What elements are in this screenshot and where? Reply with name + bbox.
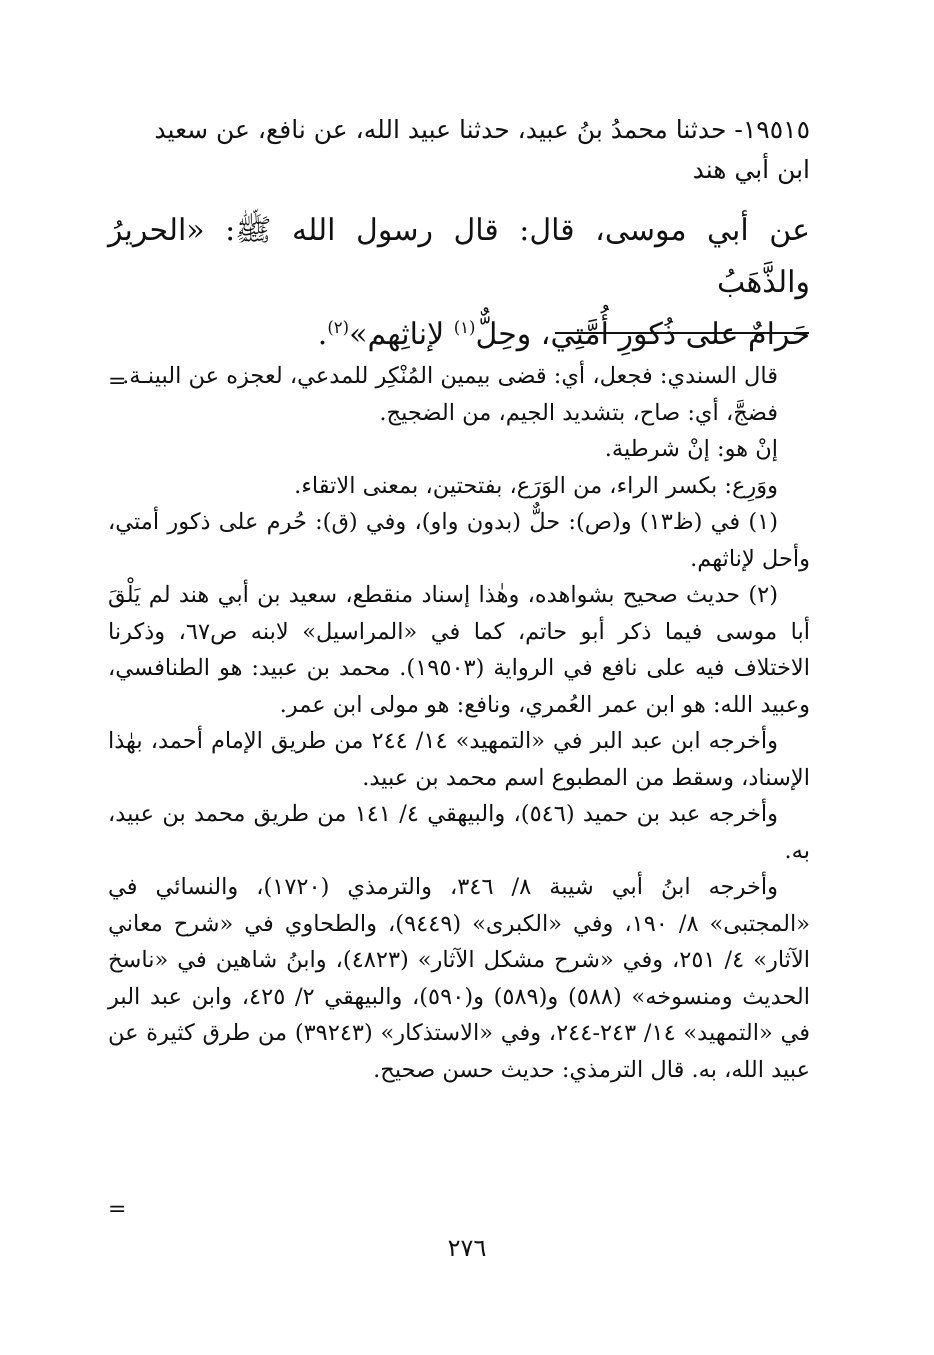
footnote-2-paragraph-1: (٢) حديث صحيح بشواهده، وهٰذا إسناد منقطع، سعيد بن أبي هند لم يَلْقَ أبا موسى فيما ذكر أبو حاتم، كما في «المراسيل» لابنه ص٦٧، وذكرنا الاختلاف فيه على نافع في الرواية (١٩٥٠٣). محمد بن عبيد: هو الطنافسي، وعبيد الله: هو ابن عمر العُمري، ونافع: هو مولى ابن عمر. [108,582,810,718]
matn-line-2 [108,309,810,361]
footnote-separator [555,332,809,334]
hadith-isnad [108,110,810,190]
isnad-line-2: ابن أبي هند [692,155,810,184]
matn-text-b: لإناثِهم» [349,317,454,352]
footnote-2-paragraph-4: وأخرجه ابنُ أبي شيبة ٨/ ٣٤٦، والترمذي (١٧٢٠)، والنسائي في «المجتبى» ٨/ ١٩٠، وفي «الكبرى» (٩٤٤٩)، والطحاوي في «شرح معاني الآثار» ٤/ ٢٥١، وفي «شرح مشكل الآثار» (٤٨٢٣)، وابنُ شاهين في «ناسخ الحديث ومنسوخه» (٥٨٨) و(٥٨٩) و(٥٩٠)، والبيهقي ٢/ ٤٢٥، وابن عبد البر في «التمهيد» ١٤/ ٢٤٣-٢٤٤، وفي «الاستذكار» (٣٩٢٤٣) من طرق كثيرة عن عبيد الله، به. قال الترمذي: حديث حسن صحيح. [108,874,811,1083]
footnote-2-paragraph-2: وأخرجه ابن عبد البر في «التمهيد» ١٤/ ٢٤٤ من طريق الإمام أحمد، بهٰذا الإسناد، وسقط من المطبوع اسم محمد بن عبيد. [108,728,810,791]
footnote-2-paragraph-3: وأخرجه عبد بن حميد (٥٤٦)، والبيهقي ٤/ ١٤١ من طريق محمد بن عبيد، به. [108,801,810,864]
sindi-note-2: فضجَّ، أي: صاح، بتشديد الجيم، من الضجيج. [379,399,778,426]
continuation-mark-start: = [108,369,127,394]
footnote-1: (١) في (ظ١٣) و(ص): حلٌّ (بدون واو)، وفي (ق): حُرم على ذكور أمتي، وأحل لإناثهم. [108,509,810,572]
isnad-line-1: ١٩٥١٥- حدثنا محمدُ بنُ عبيد، حدثنا عبيد الله، عن نافع، عن سعيد [154,115,810,144]
sindi-note-3: إنْ هو: إنْ شرطية. [604,436,778,462]
matn-text-a: حَرامٌ على ذُكورِ أُمَّتِي، وحِلٌّ [475,317,810,352]
matn-line-1: عن أبي موسى، قال: قال رسول الله ﷺ: «الحريرُ والذَّهَبُ [108,213,810,300]
sindi-note-1: قال السندي: فجعل، أي: قضى بيمين المُنْكِر للمدعي، لعجزه عن البينـة. [122,363,778,389]
sindi-note-4: ووَرِع: بكسر الراء، من الوَرَع، بفتحتين، بمعنى الاتقاء. [294,472,778,499]
continuation-mark-end: = [108,1197,127,1222]
footnote-ref-1: (١) [453,318,476,337]
footnote-ref-2: (٢) [327,318,350,337]
footnotes [108,358,810,1088]
matn-text-c: . [317,317,328,352]
page-number: ٢٧٦ [447,1234,487,1262]
hadith-matn [108,205,810,361]
